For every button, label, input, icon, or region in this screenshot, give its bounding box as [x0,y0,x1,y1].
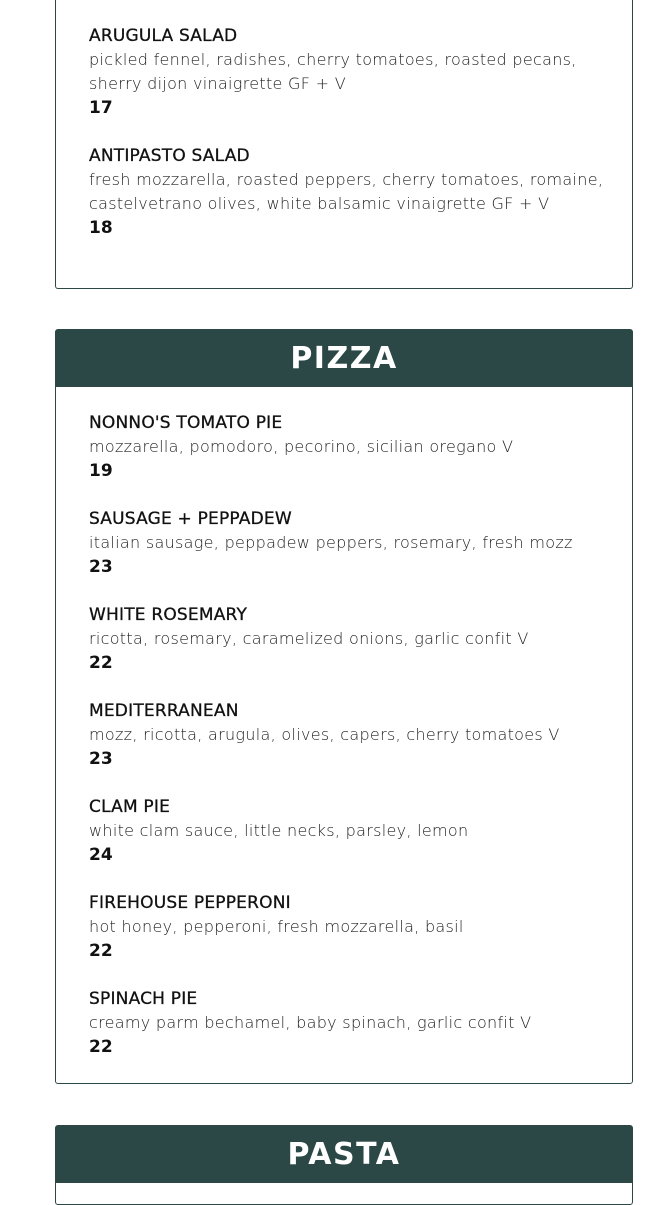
item-description: ricotta, rosemary, caramelized onions, garlic confit V [89,629,529,648]
menu-item-spinach-pie [89,987,612,1059]
pasta-section [55,1125,633,1205]
menu-item-mediterranean [89,699,612,771]
item-name: SPINACH PIE [89,989,198,1009]
salad-items [56,0,632,240]
item-name: ANTIPASTO SALAD [89,146,250,166]
item-price: 24 [89,845,113,865]
menu-item-sausage-peppadew [89,507,612,579]
item-description: mozz, ricotta, arugula, olives, capers, cherry tomatoes V [89,725,560,744]
section-header-pasta: PASTA [56,1126,632,1183]
item-price: 22 [89,941,113,961]
item-price: 22 [89,1037,113,1057]
pizza-items [56,387,632,1059]
item-name: ARUGULA SALAD [89,26,238,46]
section-header-pizza: PIZZA [56,330,632,387]
pizza-section [55,329,633,1084]
menu-item-white-rosemary [89,603,612,675]
menu-item-nonnos-tomato-pie [89,411,612,483]
menu-item-antipasto-salad [89,144,612,240]
item-price: 23 [89,557,113,577]
item-name: FIREHOUSE PEPPERONI [89,893,291,913]
item-price: 19 [89,461,113,481]
menu-item-clam-pie [89,795,612,867]
item-description: creamy parm bechamel, baby spinach, garlic confit V [89,1013,532,1032]
salad-section [55,0,633,289]
menu-item-arugula-salad [89,24,612,120]
item-price: 18 [89,218,113,238]
item-name: WHITE ROSEMARY [89,605,248,625]
item-name: MEDITERRANEAN [89,701,239,721]
item-description: white clam sauce, little necks, parsley, lemon [89,821,469,840]
item-description: hot honey, pepperoni, fresh mozzarella, basil [89,917,464,936]
item-price: 23 [89,749,113,769]
item-description: fresh mozzarella, roasted peppers, cherry tomatoes, romaine, castelvetrano olives, white balsamic vinaigrette GF + V [89,170,604,213]
item-description: mozzarella, pomodoro, pecorino, sicilian oregano V [89,437,514,456]
item-description: italian sausage, peppadew peppers, rosemary, fresh mozz [89,533,573,552]
item-name: SAUSAGE + PEPPADEW [89,509,292,529]
item-price: 17 [89,98,113,118]
item-name: NONNO'S TOMATO PIE [89,413,283,433]
item-price: 22 [89,653,113,673]
menu-item-firehouse-pepperoni [89,891,612,963]
item-description: pickled fennel, radishes, cherry tomatoes, roasted pecans, sherry dijon vinaigrette GF + V [89,50,577,93]
item-name: CLAM PIE [89,797,171,817]
